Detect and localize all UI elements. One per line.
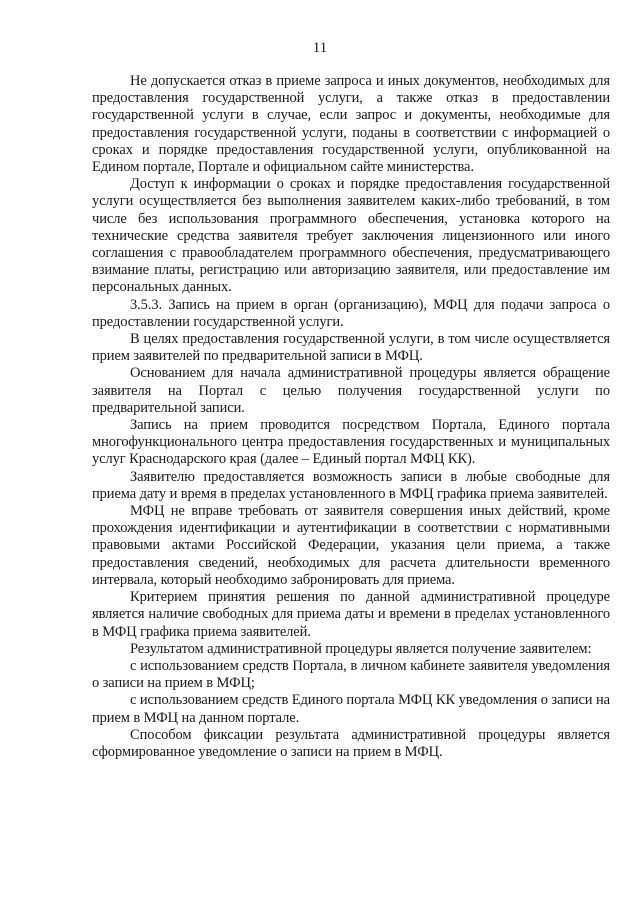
paragraph-preliminary-appointment: В целях предоставления государственной услуги, в том числе осуществляется прием заявителей по предварительной записи в МФЦ. [92,331,610,365]
paragraph-result-portal: с использованием средств Портала, в личном кабинете заявителя уведомления о записи на прием в МФЦ; [92,657,610,692]
document-body [92,73,610,761]
paragraph-result-fixation: Способом фиксации результата административной процедуры является сформированное уведомление о записи на прием в МФЦ. [92,726,610,760]
paragraph-decision-criterion: Критерием принятия решения по данной административной процедуре является наличие свободных для приема даты и времени в пределах установленного в МФЦ графика приема заявителей. [92,589,610,640]
paragraph-procedure-result: Результатом административной процедуры является получение заявителем: [130,640,592,657]
paragraph-free-slot-choice: Заявителю предоставляется возможность записи в любые свободные для приема дату и время в пределах установленного в МФЦ графика приема заявителей. [92,468,610,502]
paragraph-information-access: Доступ к информации о сроках и порядке предоставления государственной услуги осуществляется без выполнения заявителем каких-либо требований, в том числе без использования программного обеспечения, установка которого на технические средства заявителя требует заключения лицензионного или иного соглашения с правообладателем программного обеспечения, предусматривающего взимание платы, регистрацию или авторизацию заявителя, или предоставление им персональных данных. [92,176,610,296]
paragraph-refusal-prohibition: Не допускается отказ в приеме запроса и иных документов, необходимых для предоставления государственной услуги, а также отказ в предоставлении государственной услуги в случае, если запрос и документы, необходимые для предоставления государственной услуги, поданы в соответствии с информацией о сроках и порядке предоставления государственной услуги, опубликованной на Едином портале, Портале и официальном сайте министерства. [92,73,610,176]
paragraph-result-mfc-portal: с использованием средств Единого портала МФЦ КК уведомления о записи на прием в МФЦ на данном портале. [92,692,610,726]
paragraph-mfc-restrictions: МФЦ не вправе требовать от заявителя совершения иных действий, кроме прохождения идентификации и аутентификации в соответствии с нормативными правовыми актами Российской Федерации, указания цели приема, а также предоставления сведений, необходимых для расчета длительности временного интервала, который необходимо забронировать для приема. [92,503,610,588]
paragraph-section-3-5-3: 3.5.3. Запись на прием в орган (организацию), МФЦ для подачи запроса о предоставлении государственной услуги. [92,296,610,330]
paragraph-procedure-basis: Основанием для начала административной процедуры является обращение заявителя на Портал с целью получения государственной услуги по предварительной записи. [92,365,610,416]
page-number: 11 [312,40,328,56]
paragraph-appointment-channels: Запись на прием проводится посредством Портала, Единого портала многофункционального центра предоставления государственных и муниципальных услуг Краснодарского края (далее – Единый портал МФЦ КК). [92,417,610,468]
